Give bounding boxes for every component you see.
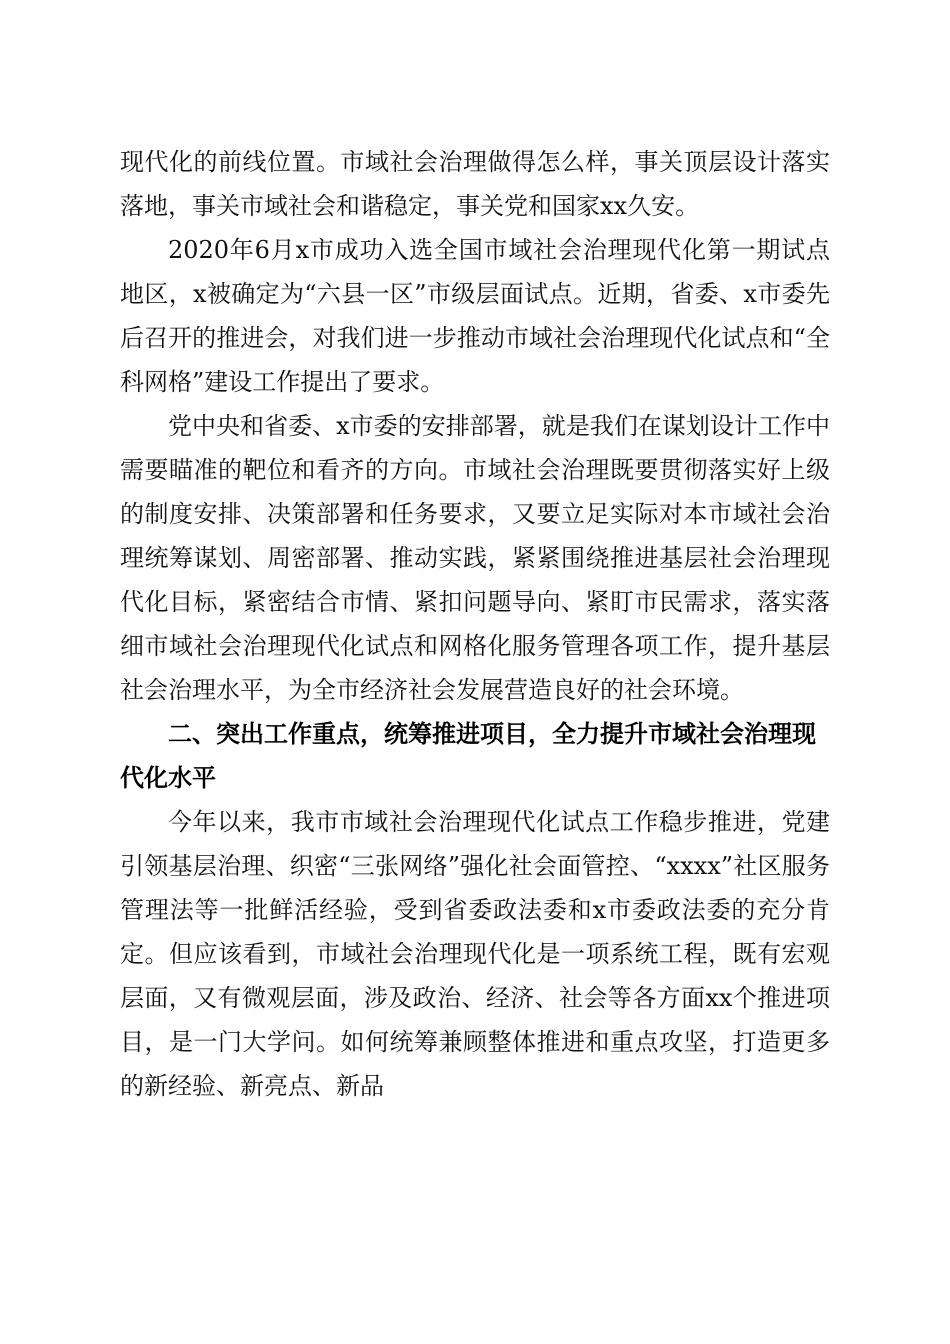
paragraph-pilot-selection: 2020年6月x市成功入选全国市域社会治理现代化第一期试点地区，x被确定为“六县一区”市级层面试点。近期，省委、x市委先后召开的推进会，对我们进一步推动市域社会治理现代化试点和“全科网格”建设工作提出了要求。 (120, 236, 830, 396)
section-heading-2: 二、突出工作重点，统筹推进项目，全力提升市域社会治理现代化水平 (120, 720, 816, 792)
paragraph-deployment: 党中央和省委、x市委的安排部署，就是我们在谋划设计工作中需要瞄准的靶位和看齐的方向。市域社会治理既要贯彻落实好上级的制度安排、决策部署和任务要求，又要立足实际对本市域社会治理统筹谋划、周密部署、推动实践，紧紧围绕推进基层社会治理现代化目标，紧密结合市情、紧扣问题导向、紧盯市民需求，落实落细市域社会治理现代化试点和网格化服务管理各项工作，提升基层社会治理水平，为全市经济社会发展营造良好的社会环境。 (120, 412, 830, 704)
document-body (120, 140, 830, 1108)
paragraph-progress: 今年以来，我市市域社会治理现代化试点工作稳步推进，党建引领基层治理、织密“三张网络”强化社会面管控、“xxxx”社区服务管理法等一批鲜活经验，受到省委政法委和x市委政法委的充分肯定。但应该看到，市域社会治理现代化是一项系统工程，既有宏观层面，又有微观层面，涉及政治、经济、社会等各方面xx个推进项目，是一门大学问。如何统筹兼顾整体推进和重点攻坚，打造更多的新经验、新亮点、新品 (120, 808, 830, 1100)
paragraph-continued: 现代化的前线位置。市域社会治理做得怎么样，事关顶层设计落实落地，事关市域社会和谐稳定，事关党和国家xx久安。 (120, 148, 830, 220)
